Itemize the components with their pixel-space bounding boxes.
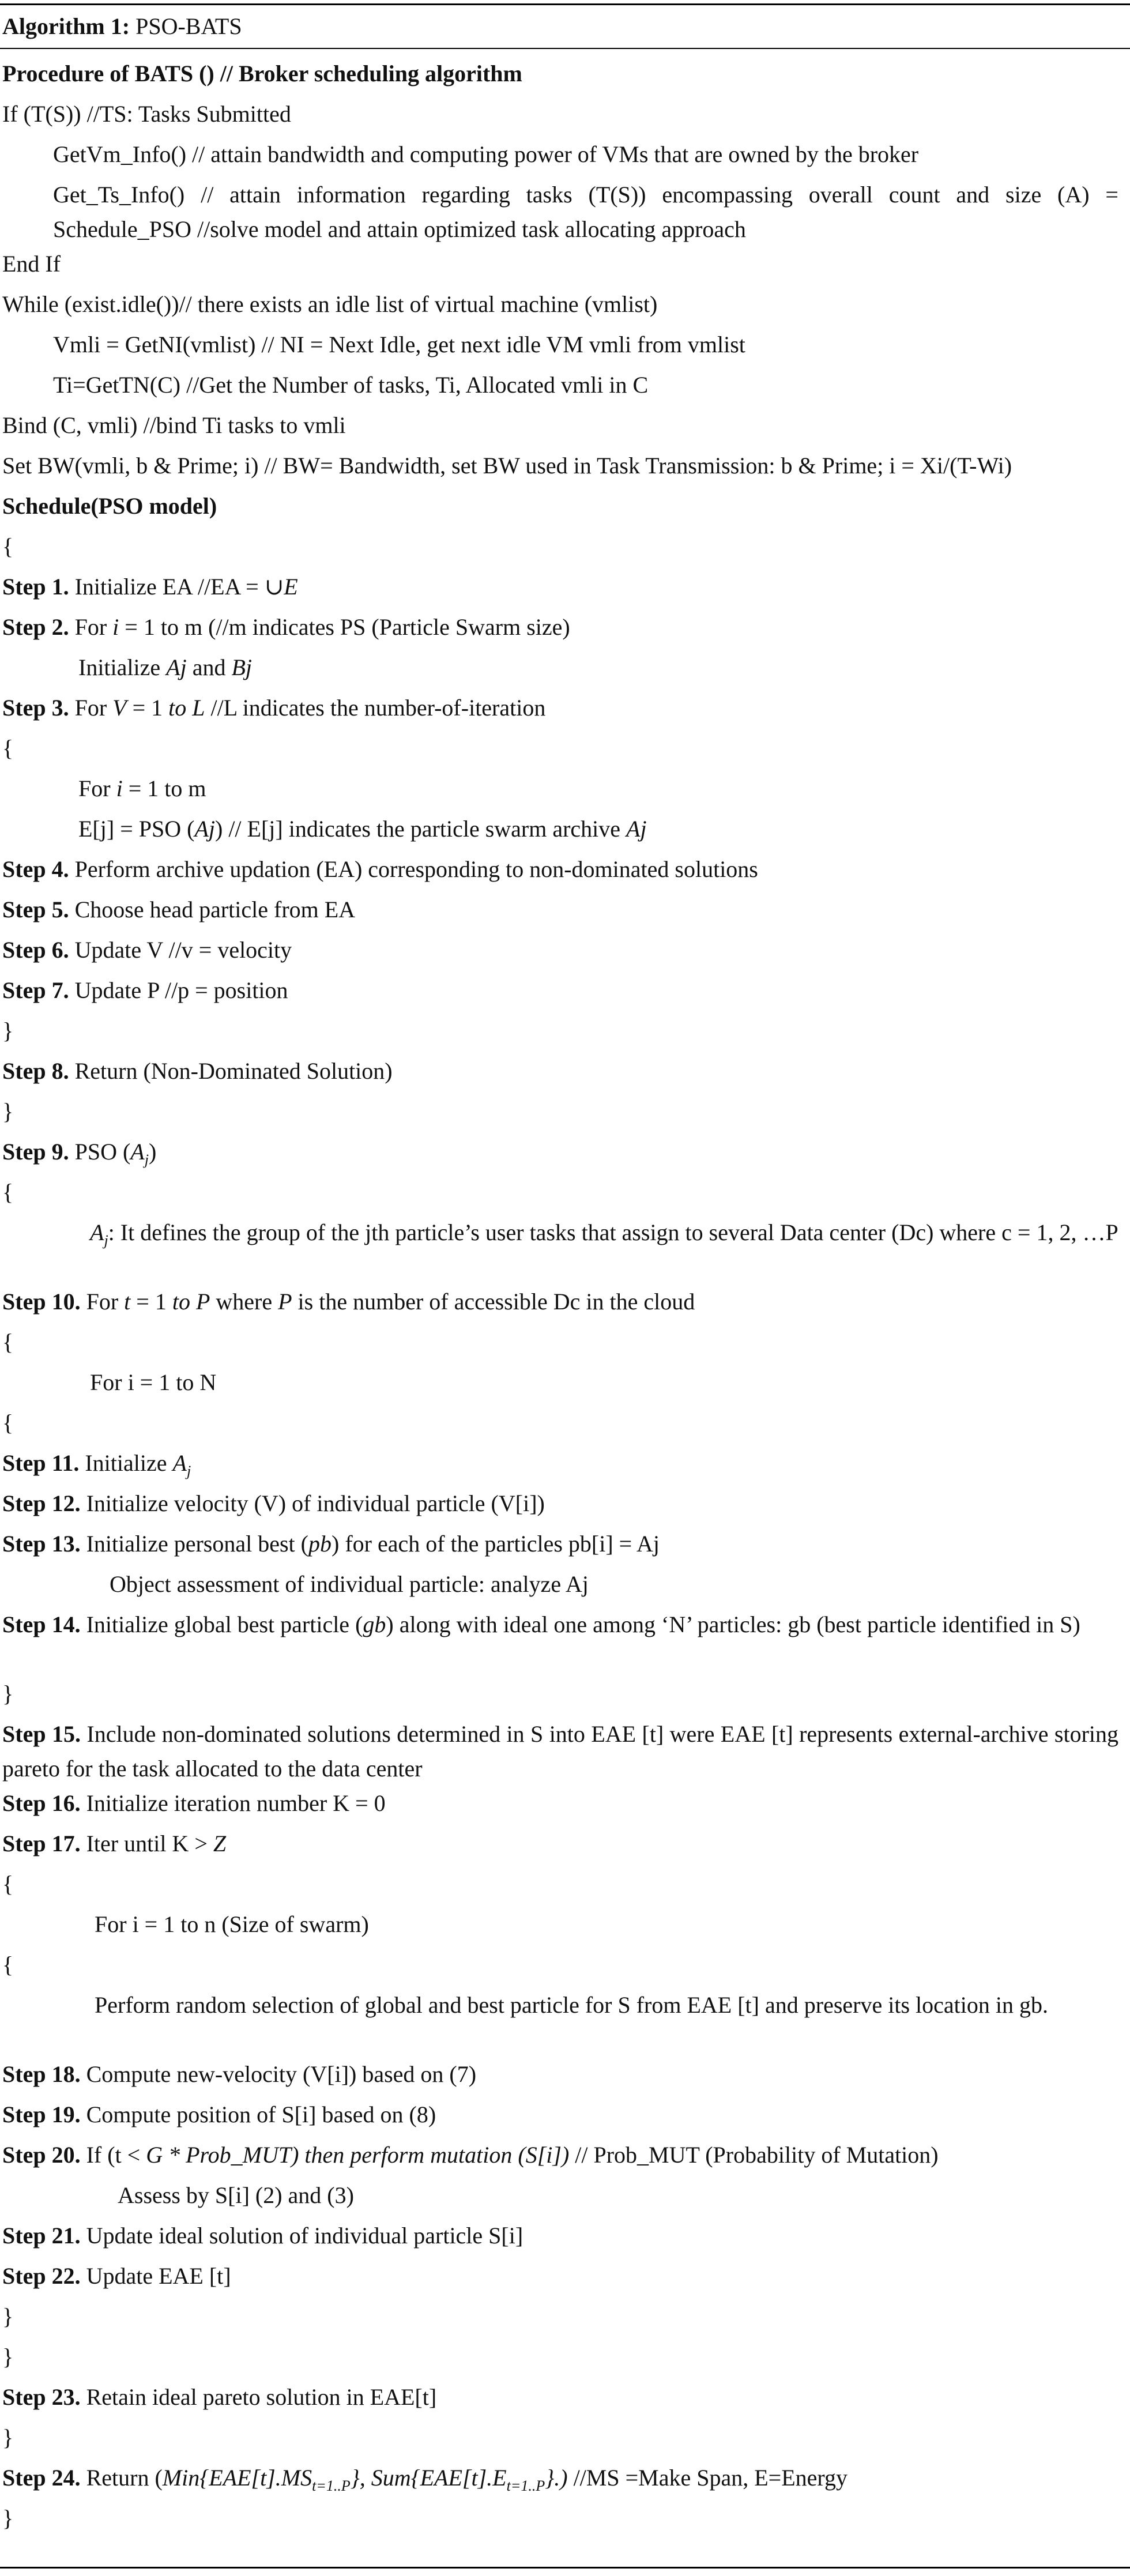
algorithm-line xyxy=(2,1486,545,1521)
step-label: Step 16. xyxy=(2,1790,81,1816)
line-text: to P xyxy=(172,1289,210,1315)
algorithm-line xyxy=(2,933,292,967)
algorithm-label: Algorithm 1: xyxy=(2,13,130,39)
algorithm-line xyxy=(2,1406,13,1440)
algorithm-line xyxy=(53,137,918,172)
line-text: Aj xyxy=(626,816,647,842)
line-text: }.) xyxy=(545,2465,568,2491)
line-text: gb xyxy=(363,1611,386,1637)
line-text: If (T(S)) //TS: Tasks Submitted xyxy=(2,101,291,127)
line-text: ) for each of the particles pb[i] = Aj xyxy=(332,1531,660,1557)
algorithm-line xyxy=(2,2461,848,2495)
algorithm-line xyxy=(118,2178,354,2213)
line-text: { xyxy=(2,1952,14,1978)
line-text: to L xyxy=(168,695,205,721)
step-label: Procedure of BATS () // Broker scheduling algorithm xyxy=(2,61,522,86)
step-label: Step 4. xyxy=(2,856,69,882)
algorithm-line xyxy=(2,247,61,281)
line-text: For i = 1 to n (Size of swarm) xyxy=(95,1911,369,1937)
algorithm-line xyxy=(53,368,648,402)
header-rule xyxy=(0,48,1130,49)
line-text: i xyxy=(112,614,119,640)
step-label: Step 3. xyxy=(2,695,69,721)
line-text: } xyxy=(2,2303,14,2329)
algorithm-line xyxy=(2,529,13,564)
line-text: = 1 xyxy=(126,695,169,721)
step-label: Step 10. xyxy=(2,1289,81,1315)
line-text: For xyxy=(69,614,113,640)
line-text: For i = 1 to N xyxy=(90,1369,217,1395)
line-text: V xyxy=(112,695,127,721)
step-label: Step 21. xyxy=(2,2223,81,2249)
line-text: { xyxy=(2,533,14,559)
line-text: Retain ideal pareto solution in EAE[t] xyxy=(80,2384,437,2410)
line-text: End If xyxy=(2,251,61,277)
algorithm-line xyxy=(95,1988,1118,2023)
line-text: Bj xyxy=(231,654,253,680)
line-text: //MS =Make Span, E=Energy xyxy=(567,2465,848,2491)
line-text: Aj xyxy=(194,816,215,842)
algorithm-line xyxy=(2,2219,523,2253)
line-text: PSO ( xyxy=(69,1139,131,1165)
algorithm-line xyxy=(2,1054,393,1089)
line-text: Return ( xyxy=(80,2465,163,2491)
line-text: { xyxy=(2,1871,14,1897)
step-label: Step 9. xyxy=(2,1139,69,1165)
algorithm-line xyxy=(2,973,288,1008)
step-label: Step 17. xyxy=(2,1831,81,1856)
algorithm-line xyxy=(2,1325,13,1359)
algorithm-line xyxy=(2,1826,226,1861)
algorithm-line xyxy=(90,1365,216,1400)
line-text: Include non-dominated solutions determined in S into EAE [t] were EAE [t] represents external-archive storing pareto for the task allocated to the data center xyxy=(2,1721,1118,1782)
line-text: and xyxy=(186,654,232,680)
line-text: t xyxy=(124,1289,131,1315)
algorithm-line xyxy=(2,2057,476,2092)
algorithm-line xyxy=(78,650,252,685)
line-text: ) along with ideal one among ‘N’ particles: gb (best particle identified in S) xyxy=(386,1611,1080,1637)
line-text: Initialize iteration number K = 0 xyxy=(80,1790,386,1816)
algorithm-line xyxy=(2,2299,13,2334)
step-label: Step 15. xyxy=(2,1721,81,1747)
step-label: Schedule(PSO model) xyxy=(2,493,217,519)
line-text: = 1 to m (//m indicates PS (Particle Swarm size) xyxy=(119,614,570,640)
algorithm-line xyxy=(2,2340,13,2374)
step-label: Step 8. xyxy=(2,1058,69,1084)
line-text: //L indicates the number-of-iteration xyxy=(205,695,546,721)
line-text: Return (Non-Dominated Solution) xyxy=(69,1058,393,1084)
line-text: i xyxy=(116,775,123,801)
line-text: ) xyxy=(148,1139,157,1165)
algorithm-line xyxy=(2,1786,386,1821)
line-text: Vmli = GetNI(vmlist) // NI = Next Idle, get next idle VM vmli from vmlist xyxy=(53,332,745,357)
line-text: Initialize EA //EA = ∪ xyxy=(69,574,284,600)
algorithm-line xyxy=(95,1907,369,1942)
line-text: }, Sum{EAE[t].E xyxy=(350,2465,507,2491)
step-label: Step 1. xyxy=(2,574,69,600)
algorithm-line xyxy=(2,1527,660,1561)
algorithm-line xyxy=(2,731,13,766)
line-text: Initialize xyxy=(78,654,167,680)
line-text: For xyxy=(78,775,116,801)
algorithm-line xyxy=(2,570,298,604)
line-text: E[j] = PSO ( xyxy=(78,816,195,842)
line-text: A xyxy=(90,1219,104,1245)
line-text: t=1..P xyxy=(506,2477,545,2494)
algorithm-line xyxy=(2,1285,695,1319)
algorithm-line xyxy=(2,1867,13,1901)
line-text: Iter until K > xyxy=(80,1831,213,1856)
line-text: } xyxy=(2,2505,14,2531)
line-text: GetVm_Info() // attain bandwidth and computing power of VMs that are owned by the broker xyxy=(53,141,919,167)
line-text: } xyxy=(2,1018,14,1044)
line-text: t=1..P xyxy=(312,2477,351,2494)
line-text: is the number of accessible Dc in the cloud xyxy=(292,1289,695,1315)
line-text: // Prob_MUT (Probability of Mutation) xyxy=(569,2142,939,2168)
algorithm-line xyxy=(2,2259,231,2293)
algorithm-line xyxy=(2,2501,13,2536)
step-label: Step 22. xyxy=(2,2263,81,2289)
line-text: Update ideal solution of individual particle S[i] xyxy=(80,2223,523,2249)
algorithm-line xyxy=(2,2420,13,2455)
line-text: } xyxy=(2,2424,14,2450)
line-text: Update P //p = position xyxy=(69,977,288,1003)
algorithm-line xyxy=(2,1948,13,1982)
line-text: Min{EAE[t].MS xyxy=(162,2465,312,2491)
line-text: j xyxy=(186,1463,191,1479)
line-text: Assess by S[i] (2) and (3) xyxy=(118,2182,354,2208)
line-text: } xyxy=(2,1681,14,1707)
line-text: { xyxy=(2,1179,14,1205)
line-text: j xyxy=(144,1151,149,1168)
top-rule xyxy=(0,3,1130,5)
step-label: Step 14. xyxy=(2,1611,81,1637)
algorithm-line xyxy=(2,1135,156,1169)
algorithm-line xyxy=(2,57,522,91)
line-text: For xyxy=(80,1289,125,1315)
line-text: j xyxy=(104,1232,108,1249)
step-label: Step 24. xyxy=(2,2465,81,2491)
line-text: Get_Ts_Info() // attain information regarding tasks (T(S)) encompassing overall count and size (A) = Schedule_PSO //solve model and attain optimized task allocating approach xyxy=(53,182,1118,242)
line-text: Initialize personal best ( xyxy=(80,1531,308,1557)
line-text: } xyxy=(2,1098,14,1124)
algorithm-line xyxy=(53,178,1118,247)
line-text: G * Prob_MUT) then perform mutation (S[i]) xyxy=(146,2142,570,2168)
line-text: Compute position of S[i] based on (8) xyxy=(80,2102,436,2127)
line-text: Ti=GetTN(C) //Get the Number of tasks, Ti, Allocated vmli in C xyxy=(53,372,649,398)
algorithm-line xyxy=(2,1677,13,1711)
line-text: = 1 to m xyxy=(122,775,206,801)
step-label: Step 19. xyxy=(2,2102,81,2127)
step-label: Step 13. xyxy=(2,1531,81,1557)
algorithm-line xyxy=(2,1175,13,1210)
step-label: Step 2. xyxy=(2,614,69,640)
line-text: A xyxy=(172,1450,187,1476)
algorithm-line xyxy=(2,1607,1118,1642)
algorithm-line xyxy=(2,449,1012,483)
algorithm-line xyxy=(2,1094,13,1129)
line-text: Choose head particle from EA xyxy=(69,897,356,922)
step-label: Step 20. xyxy=(2,2142,81,2168)
line-text: Perform archive updation (EA) corresponding to non-dominated solutions xyxy=(69,856,758,882)
line-text: Compute new-velocity (V[i]) based on (7) xyxy=(80,2061,477,2087)
algorithm-line xyxy=(2,691,545,725)
line-text: P xyxy=(278,1289,292,1315)
line-text: While (exist.idle())// there exists an idle list of virtual machine (vmlist) xyxy=(2,291,658,317)
line-text: Initialize xyxy=(79,1450,173,1476)
algorithm-title xyxy=(2,13,242,40)
algorithm-line xyxy=(2,489,217,524)
algorithm-line xyxy=(2,2097,436,2132)
step-label: Step 6. xyxy=(2,937,69,963)
algorithm-line xyxy=(2,1717,1118,1786)
line-text: pb xyxy=(308,1531,332,1557)
algorithm-line xyxy=(2,408,346,443)
algorithm-line xyxy=(2,2380,436,2415)
line-text: Aj xyxy=(166,654,187,680)
step-label: Step 23. xyxy=(2,2384,81,2410)
line-text: Perform random selection of global and best particle for S from EAE [t] and preserve its location in gb. xyxy=(95,1992,1048,2018)
line-text: { xyxy=(2,1329,14,1355)
step-label: Step 5. xyxy=(2,897,69,922)
line-text: Z xyxy=(213,1831,227,1856)
line-text: Object assessment of individual particle: analyze Aj xyxy=(110,1571,589,1597)
step-label: Step 7. xyxy=(2,977,69,1003)
algorithm-line xyxy=(2,97,291,131)
algorithm-line xyxy=(2,1014,13,1048)
line-text: Initialize velocity (V) of individual particle (V[i]) xyxy=(80,1490,545,1516)
line-text: Update V //v = velocity xyxy=(69,937,292,963)
line-text: Update EAE [t] xyxy=(80,2263,231,2289)
line-text: If (t < xyxy=(80,2142,146,2168)
line-text: For xyxy=(69,695,113,721)
algorithm-line xyxy=(2,852,758,887)
line-text: = 1 xyxy=(130,1289,172,1315)
step-label: Step 12. xyxy=(2,1490,81,1516)
algorithm-line xyxy=(90,1215,1118,1250)
algorithm-line xyxy=(110,1567,589,1602)
step-label: Step 18. xyxy=(2,2061,81,2087)
algorithm-line xyxy=(78,812,647,846)
algorithm-line xyxy=(2,287,657,322)
line-text: E xyxy=(284,574,298,600)
line-text: { xyxy=(2,735,14,761)
step-label: Step 11. xyxy=(2,1450,80,1476)
line-text: } xyxy=(2,2344,14,2370)
algorithm-name: PSO-BATS xyxy=(135,13,242,39)
line-text: ) // E[j] indicates the particle swarm archive xyxy=(215,816,627,842)
algorithm-line xyxy=(53,327,745,362)
line-text: Set BW(vmli, b & Prime; i) // BW= Bandwidth, set BW used in Task Transmission: b & Prime; i = Xi/(T-Wi) xyxy=(2,453,1012,479)
line-text: : It defines the group of the jth particle’s user tasks that assign to several Data center (Dc) where c = 1, 2, …P xyxy=(108,1219,1118,1245)
algorithm-line xyxy=(2,610,570,645)
algorithm-line xyxy=(2,1446,191,1481)
bottom-rule xyxy=(0,2567,1130,2569)
line-text: A xyxy=(130,1139,145,1165)
line-text: Bind (C, vmli) //bind Ti tasks to vmli xyxy=(2,412,346,438)
line-text: where xyxy=(210,1289,278,1315)
algorithm-line xyxy=(2,2138,939,2172)
line-text: Initialize global best particle ( xyxy=(80,1611,363,1637)
algorithm-line xyxy=(2,892,355,927)
algorithm-line xyxy=(78,771,206,806)
line-text: { xyxy=(2,1410,14,1436)
